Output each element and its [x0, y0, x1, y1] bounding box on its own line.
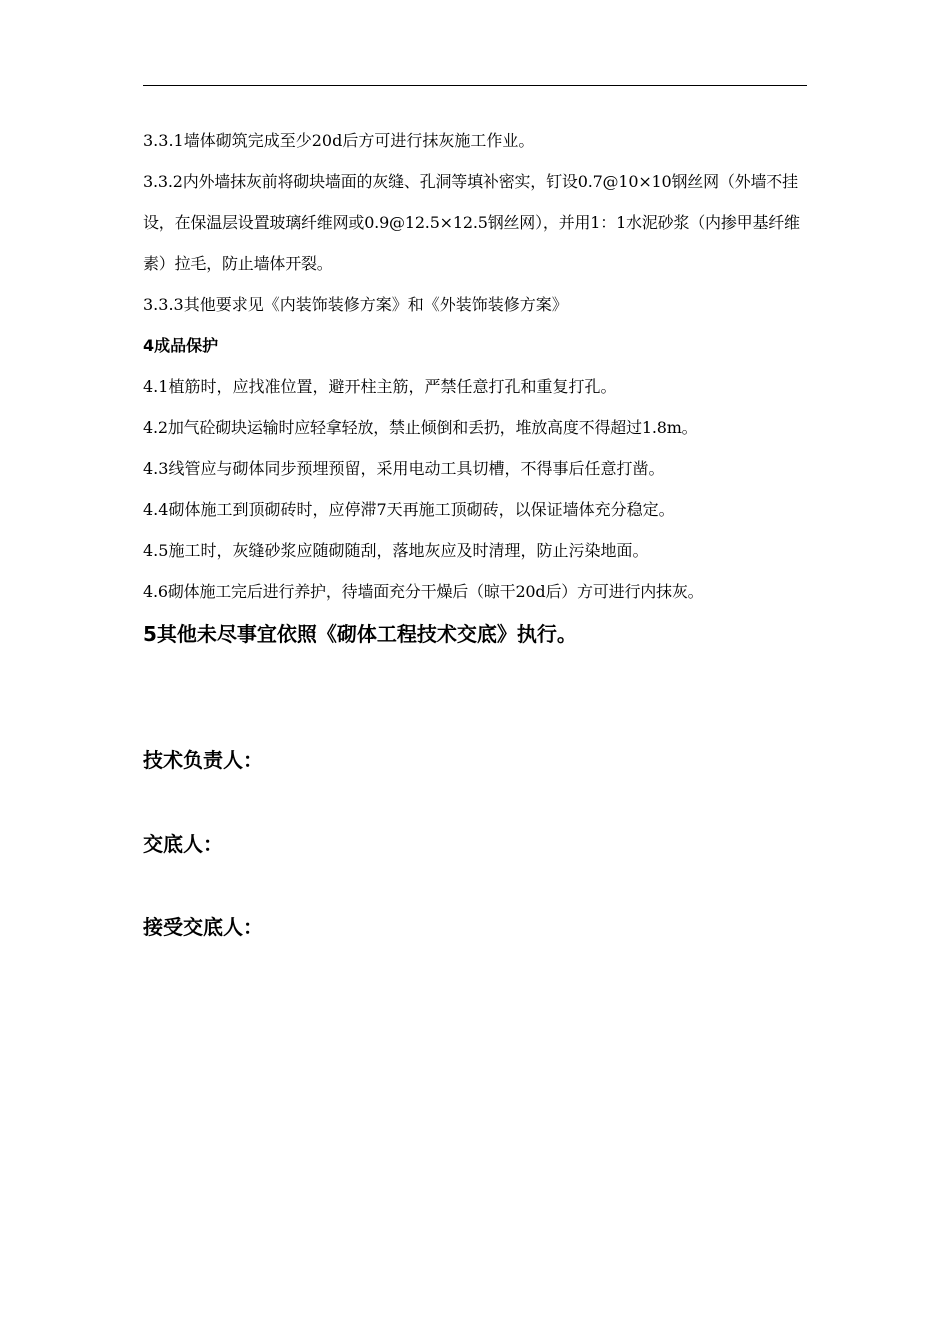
signature-tech-lead: 技术负责人： [143, 748, 263, 772]
heading-5: 5其他未尽事宜依照《砌体工程技术交底》执行。 [143, 622, 577, 646]
heading-4: 4成品保护 [143, 336, 219, 355]
paragraph-4-4: 4.4砌体施工到顶砌砖时，应停滞7天再施工顶砌砖，以保证墙体充分稳定。 [143, 500, 675, 519]
header-rule [143, 85, 807, 86]
signature-presenter: 交底人： [143, 832, 223, 856]
paragraph-3-3-2: 3.3.2内外墙抹灰前将砌块墙面的灰缝、孔洞等填补密实，钉设0.7@10×10钢丝网（外墙不挂设，在保温层设置玻璃纤维网或0.9@12.5×12.5钢丝网），并用1：1水泥砂浆（内掺甲基纤维素）拉毛，防止墙体开裂。 [143, 172, 800, 273]
paragraph-4-1: 4.1植筋时，应找准位置，避开柱主筋，严禁任意打孔和重复打孔。 [143, 377, 617, 396]
document-body [143, 120, 811, 656]
paragraph-4-5: 4.5施工时，灰缝砂浆应随砌随刮，落地灰应及时清理，防止污染地面。 [143, 541, 649, 560]
paragraph-4-3: 4.3线管应与砌体同步预埋预留，采用电动工具切槽，不得事后任意打凿。 [143, 459, 665, 478]
paragraph-3-3-3: 3.3.3其他要求见《内装饰装修方案》和《外装饰装修方案》 [143, 295, 568, 314]
paragraph-4-2: 4.2加气砼砌块运输时应轻拿轻放，禁止倾倒和丢扔，堆放高度不得超过1.8m。 [143, 418, 698, 437]
paragraph-3-3-1: 3.3.1墙体砌筑完成至少20d后方可进行抹灰施工作业。 [143, 131, 535, 150]
signature-receiver: 接受交底人： [143, 915, 263, 939]
paragraph-4-6: 4.6砌体施工完后进行养护，待墙面充分干燥后（晾干20d后）方可进行内抹灰。 [143, 582, 704, 601]
